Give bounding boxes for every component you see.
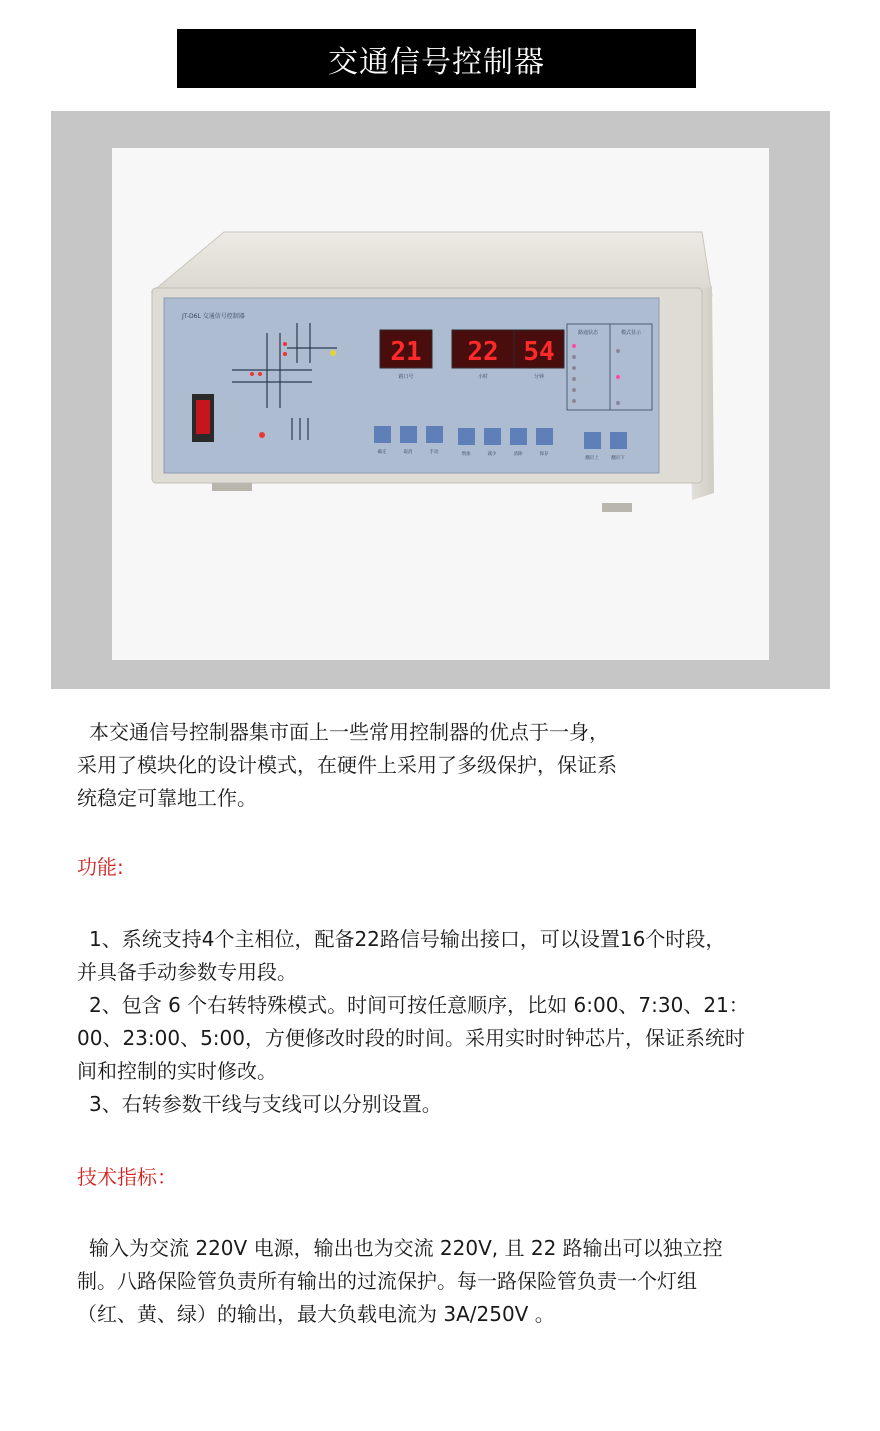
device-button-label: 减少: [487, 452, 497, 457]
intro-line: 统稳定可靠地工作。: [77, 786, 257, 810]
display-intersection: 21: [390, 337, 422, 367]
feature-line: 间和控制的实时修改。: [77, 1059, 277, 1083]
device-button-label: 手动: [429, 450, 439, 455]
specs-paragraph: [77, 1232, 837, 1331]
features-paragraph: [77, 923, 837, 1121]
features-heading: 功能:: [77, 855, 124, 879]
spec-line: 制。八路保险管负责所有输出的过流保护。每一路保险管负责一个灯组: [77, 1269, 697, 1293]
intro-line: 本交通信号控制器集市面上一些常用控制器的优点于一身，: [89, 720, 609, 744]
intro-line: 采用了模块化的设计模式，在硬件上采用了多级保护，保证系: [77, 753, 617, 777]
device-button-label: 增加: [461, 452, 471, 457]
page-title: 交通信号控制器: [177, 29, 696, 88]
device-button-label: 翻页上: [585, 456, 599, 461]
device-button-label: 清除: [513, 452, 523, 457]
product-photo: [51, 111, 830, 689]
status-left-header: 路通状态: [577, 330, 599, 336]
device-button-label: 确定: [377, 450, 387, 455]
feature-line: 3、右转参数干线与支线可以分别设置。: [89, 1092, 442, 1116]
feature-line: 1、系统支持4个主相位，配备22路信号输出接口，可以设置16个时段，: [89, 927, 726, 951]
device-button-label: 翻页下: [611, 456, 625, 461]
display-label-intersection: 路口号: [398, 374, 414, 380]
display-label-hour: 小时: [477, 374, 489, 380]
specs-heading: 技术指标：: [77, 1165, 177, 1189]
spec-line: 输入为交流 220V 电源，输出也为交流 220V, 且 22 路输出可以独立控: [89, 1236, 723, 1260]
device-button-label: 取消: [403, 450, 413, 455]
display-hour: 22: [467, 337, 499, 367]
traffic-controller-device-image: [112, 148, 769, 660]
display-label-minute: 分钟: [533, 374, 545, 380]
product-photo-backdrop: [112, 148, 769, 660]
feature-line: 00、23:00、5:00，方便修改时段的时间。采用实时时钟芯片，保证系统时: [77, 1026, 745, 1050]
display-minute: 54: [523, 337, 555, 367]
status-right-header: 模式显示: [620, 330, 642, 336]
spec-line: （红、黄、绿）的输出，最大负载电流为 3A/250V 。: [77, 1302, 555, 1326]
device-model-label: JT-D6L 交通信号控制器: [182, 313, 245, 320]
feature-line: 并具备手动参数专用段。: [77, 960, 297, 984]
device-button-label: 保存: [539, 452, 549, 457]
intro-paragraph: [77, 716, 717, 815]
feature-line: 2、包含 6 个右转特殊模式。时间可按任意顺序，比如 6:00、7:30、21：: [89, 993, 749, 1017]
